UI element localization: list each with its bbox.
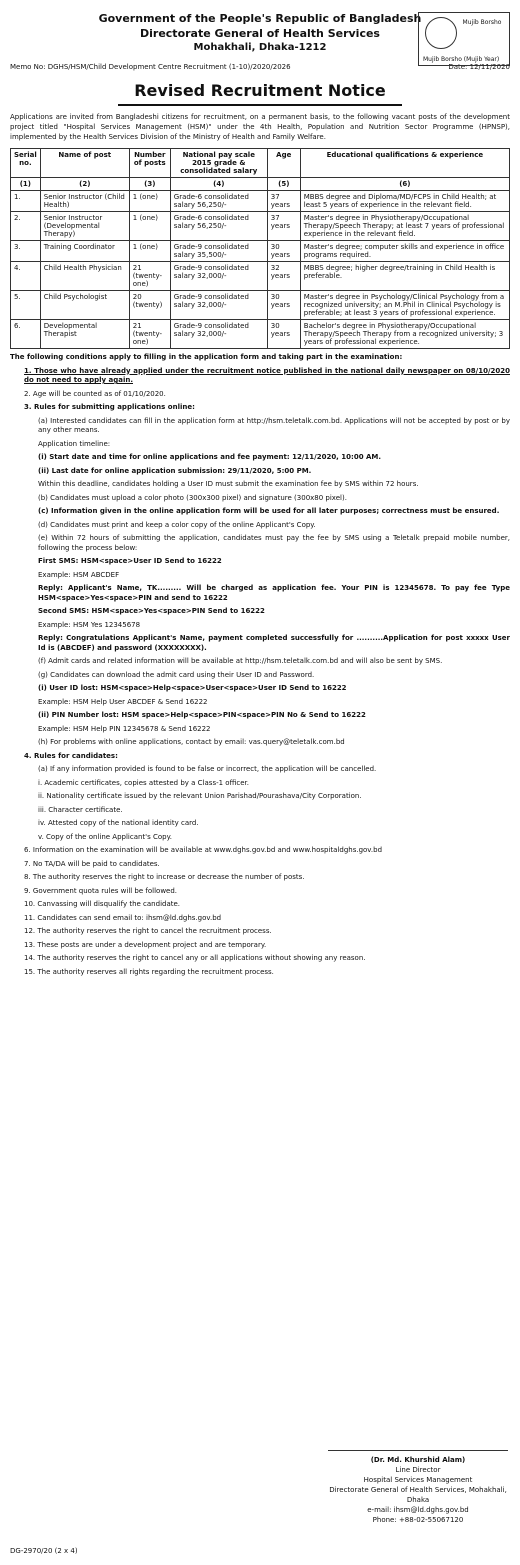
- header: [10, 12, 510, 63]
- condition-7: 7. No TA/DA will be paid to candidates.: [24, 859, 160, 868]
- condition-14: 14. The authority reserves the right to cancel any or all applications without showing any reason.: [24, 954, 366, 962]
- schedule-end: (ii) Last date for online application submission: 29/11/2020, 5:00 PM.: [38, 466, 312, 475]
- posts-table: [10, 148, 510, 349]
- memo-date: Date: 12/11/2020: [448, 63, 510, 71]
- col-header-pay: National pay scale 2015 grade & consolidated salary: [170, 149, 267, 178]
- signatory-email: e-mail: ihsm@ld.dghs.gov.bd: [367, 1506, 469, 1514]
- condition-6: 6. Information on the examination will be available at www.dghs.gov.bd and www.hospitaldghs.gov.bd: [24, 846, 383, 854]
- address: Mohakhali, Dhaka-1212: [193, 42, 327, 53]
- condition-10: 10. Canvassing will disqualify the candidate.: [24, 900, 181, 908]
- cell-age: 30 years: [267, 291, 300, 320]
- required-doc-3: iii. Character certificate.: [38, 805, 123, 814]
- signatory-title: Line Director: [395, 1466, 441, 1474]
- cell-serial: 6.: [11, 320, 41, 349]
- cell-qualification: Master's degree in Psychology/Clinical Psychology from a recognized university; an M.Phil in Clinical Psychology is preferable; at least 3 years of professional experience.: [300, 291, 509, 320]
- cell-count: 1 (one): [129, 191, 170, 212]
- table-row: [11, 241, 510, 262]
- required-doc-1: i. Academic certificates, copies attested by a Class-1 officer.: [38, 778, 249, 787]
- cell-pay: Grade-9 consolidated salary 32,000/-: [170, 291, 267, 320]
- cell-pay: Grade-6 consolidated salary 56,250/-: [170, 191, 267, 212]
- cell-pay: Grade-9 consolidated salary 32,000/-: [170, 262, 267, 291]
- col-header-qualification: Educational qualifications & experience: [300, 149, 509, 178]
- col-header-serial: Serial no.: [11, 149, 41, 178]
- condition-3-g: (g) Candidates can download the admit card using their User ID and Password.: [38, 670, 315, 679]
- col-header-post: Name of post: [40, 149, 129, 178]
- cell-age: 30 years: [267, 320, 300, 349]
- condition-8: 8. The authority reserves the right to increase or decrease the number of posts.: [24, 873, 305, 881]
- cell-pay: Grade-9 consolidated salary 32,000/-: [170, 320, 267, 349]
- cell-post: Senior Instructor (Developmental Therapy): [40, 212, 129, 241]
- cell-serial: 2.: [11, 212, 41, 241]
- cell-pay: Grade-6 consolidated salary 56,250/-: [170, 212, 267, 241]
- col-num: (3): [129, 178, 170, 191]
- dept-name: Directorate General of Health Services: [140, 27, 380, 40]
- sms-first-example: Example: HSM ABCDEF: [38, 570, 120, 579]
- schedule-note: Within this deadline, candidates holding a User ID must submit the examination fee by SMS within 72 hours.: [38, 480, 419, 488]
- cell-age: 30 years: [267, 241, 300, 262]
- required-doc-5: v. Copy of the online Applicant's Copy.: [38, 832, 172, 841]
- cell-serial: 1.: [11, 191, 41, 212]
- col-num: (4): [170, 178, 267, 191]
- cell-count: 21 (twenty-one): [129, 262, 170, 291]
- condition-1: 1. Those who have already applied under the recruitment notice published in the national daily newspaper on 08/10/2020 do not need to apply again.: [24, 366, 510, 384]
- cell-post: Developmental Therapist: [40, 320, 129, 349]
- col-num: (6): [300, 178, 509, 191]
- condition-3-a: (a) Interested candidates can fill in the application form at http://hsm.teletalk.com.bd. Applications will not be accepted by post or by any other means.: [38, 416, 510, 434]
- condition-3-f: (f) Admit cards and related information will be available at http://hsm.teletalk.com.bd and will also be sent by SMS.: [38, 657, 443, 665]
- condition-3-d: (d) Candidates must print and keep a color copy of the online Applicant's Copy.: [38, 520, 316, 529]
- lost-pin-example: Example: HSM Help PIN 12345678 & Send 16222: [38, 724, 211, 733]
- condition-2: 2. Age will be counted as of 01/10/2020.: [24, 389, 166, 398]
- required-doc-4: iv. Attested copy of the national identity card.: [38, 819, 199, 827]
- intro-paragraph: Applications are invited from Bangladeshi citizens for recruitment, on a permanent basis, to the following vacant posts of the development project titled "Hospital Services Management (HSM)" under the 4th Health, Population and Nutrition Sector Programme (HPNSP), implemented by the Health Services Division of the Ministry of Health and Family Welfare.: [10, 113, 510, 141]
- cell-pay: Grade-9 consolidated salary 35,500/-: [170, 241, 267, 262]
- condition-4-text: (a) If any information provided is found to be false or incorrect, the application will be cancelled.: [38, 765, 377, 773]
- col-num: (1): [11, 178, 41, 191]
- cell-count: 21 (twenty-one): [129, 320, 170, 349]
- cell-qualification: MBBS degree; higher degree/training in Child Health is preferable.: [300, 262, 509, 291]
- signatory-phone: Phone: +88-02-55067120: [372, 1516, 464, 1524]
- cell-count: 20 (twenty): [129, 291, 170, 320]
- notice-title: Revised Recruitment Notice: [118, 77, 402, 106]
- condition-12: 12. The authority reserves the right to cancel the recruitment process.: [24, 927, 272, 935]
- required-doc-2: ii. Nationality certificate issued by the relevant Union Parishad/Pourashava/City Corporation.: [38, 792, 362, 800]
- sms-second: Second SMS: HSM<space>Yes<space>PIN Send to 16222: [38, 607, 265, 615]
- sms-second-example: Example: HSM Yes 12345678: [38, 620, 141, 629]
- table-row: [11, 191, 510, 212]
- cell-qualification: Bachelor's degree in Physiotherapy/Occupational Therapy/Speech Therapy from a recognized university; 3 years of professional experience.: [300, 320, 509, 349]
- table-row: [11, 320, 510, 349]
- sms-second-reply: Reply: Congratulations Applicant's Name, payment completed successfully for ..........Application for post xxxxx User Id is (ABCDEF) and password (XXXXXXXX).: [38, 634, 510, 652]
- condition-15: 15. The authority reserves all rights regarding the recruitment process.: [24, 967, 274, 976]
- cell-serial: 5.: [11, 291, 41, 320]
- cell-qualification: MBBS degree and Diploma/MD/FCPS in Child Health; at least 5 years of experience in the relevant field.: [300, 191, 509, 212]
- memo-number: Memo No: DGHS/HSM/Child Development Centre Recruitment (1-10)/2020/2026: [10, 63, 291, 71]
- condition-9: 9. Government quota rules will be followed.: [24, 886, 178, 895]
- gov-title: Government of the People's Republic of Bangladesh: [98, 12, 422, 25]
- conditions-heading: The following conditions apply to filling in the application form and taking part in the examination:: [10, 353, 403, 361]
- condition-3-h: (h) For problems with online applications, contact by email: vas.query@teletalk.com.bd: [38, 738, 345, 746]
- col-header-count: Number of posts: [129, 149, 170, 178]
- condition-3-c: (c) Information given in the online application form will be used for all later purposes; correctness must be ensured.: [38, 507, 500, 515]
- cell-post: Child Psychologist: [40, 291, 129, 320]
- signatory-name: (Dr. Md. Khurshid Alam): [370, 1456, 466, 1464]
- condition-3-b: (b) Candidates must upload a color photo (300x300 pixel) and signature (300x80 pixel).: [38, 493, 347, 502]
- condition-3-e: (e) Within 72 hours of submitting the application, candidates must pay the fee by SMS using a Teletalk prepaid mobile number, following the process below:: [38, 534, 510, 552]
- schedule-heading: Application timeline:: [38, 439, 111, 448]
- cell-post: Child Health Physician: [40, 262, 129, 291]
- table-row: [11, 291, 510, 320]
- signature: [328, 1424, 508, 1451]
- lost-userid-example: Example: HSM Help User ABCDEF & Send 16222: [38, 697, 208, 706]
- signatory-unit: Hospital Services Management: [363, 1476, 473, 1484]
- cell-age: 32 years: [267, 262, 300, 291]
- logo-text: Mujib Borsho: [462, 19, 502, 26]
- table-row: [11, 262, 510, 291]
- portrait-icon: [425, 17, 457, 49]
- sms-first-reply: Reply: Applicant's Name, TK......... Will be charged as application fee. Your PIN is 12345678. To pay fee Type HSM<space>Yes<space>PIN and send to 16222: [38, 584, 510, 602]
- col-num: (2): [40, 178, 129, 191]
- condition-13: 13. These posts are under a development project and are temporary.: [24, 940, 267, 949]
- table-header-row: [11, 149, 510, 178]
- condition-3: 3. Rules for submitting applications online:: [24, 403, 195, 411]
- table-number-row: [11, 178, 510, 191]
- schedule-start: (i) Start date and time for online applications and fee payment: 12/11/2020, 10:00 AM.: [38, 453, 382, 461]
- cell-qualification: Master's degree; computer skills and experience in office programs required.: [300, 241, 509, 262]
- cell-age: 37 years: [267, 191, 300, 212]
- logo-caption: Mujib Borsho (Mujib Year): [423, 56, 500, 63]
- col-num: (5): [267, 178, 300, 191]
- cell-age: 37 years: [267, 212, 300, 241]
- signatory-office: Directorate General of Health Services, Mohakhali, Dhaka: [329, 1486, 507, 1504]
- cell-qualification: Master's degree in Physiotherapy/Occupational Therapy/Speech Therapy; at least 7 years of professional experience in the relevant field.: [300, 212, 509, 241]
- cell-post: Training Coordinator: [40, 241, 129, 262]
- cell-count: 1 (one): [129, 212, 170, 241]
- mujib-borsho-logo: [418, 12, 510, 66]
- cell-count: 1 (one): [129, 241, 170, 262]
- sms-first: First SMS: HSM<space>User ID Send to 16222: [38, 557, 222, 565]
- lost-pin: (ii) PIN Number lost: HSM space>Help<space>PIN<space>PIN No & Send to 16222: [38, 711, 366, 719]
- signature-block: [328, 1424, 508, 1525]
- condition-4: 4. Rules for candidates:: [24, 751, 118, 760]
- table-row: [11, 212, 510, 241]
- col-header-age: Age: [267, 149, 300, 178]
- cell-serial: 3.: [11, 241, 41, 262]
- footer-code: DG-2970/20 (2 x 4): [10, 1547, 78, 1555]
- condition-11: 11. Candidates can send email to: ihsm@ld.dghs.gov.bd: [24, 913, 222, 922]
- cell-post: Senior Instructor (Child Health): [40, 191, 129, 212]
- lost-userid: (i) User ID lost: HSM<space>Help<space>User<space>User ID Send to 16222: [38, 684, 347, 692]
- cell-serial: 4.: [11, 262, 41, 291]
